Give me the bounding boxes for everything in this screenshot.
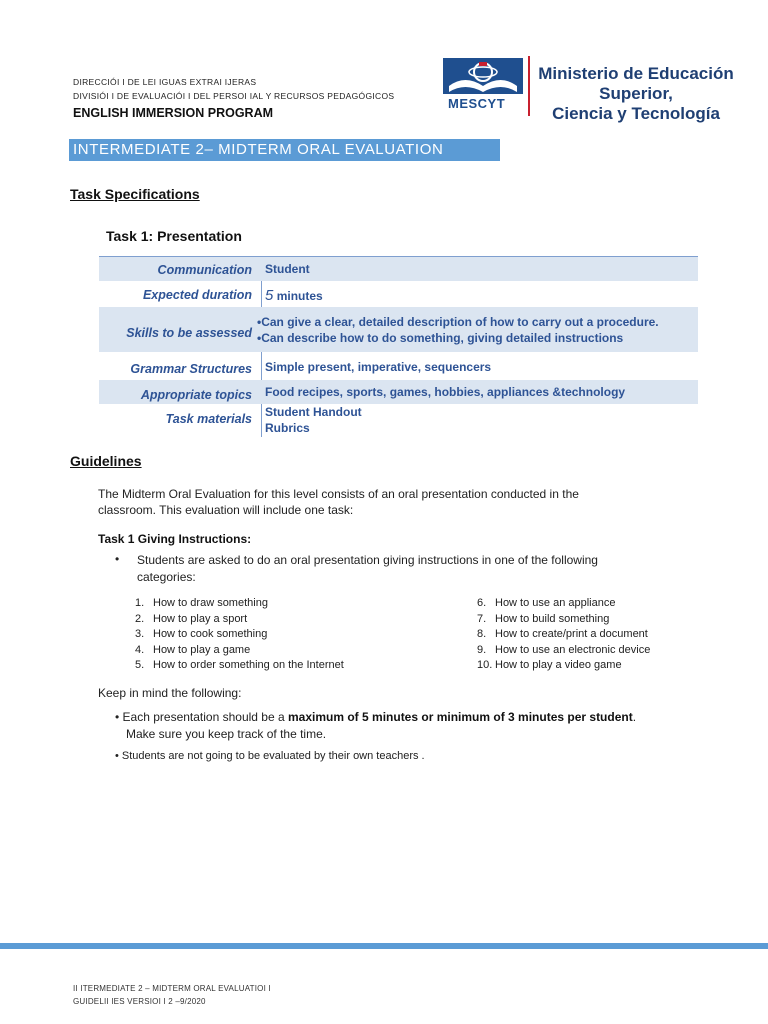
spec-label: Task materials — [165, 412, 252, 426]
ministry-line2: Ciencia y Tecnología — [552, 104, 720, 123]
point1-prefix: • Each presentation should be a — [115, 710, 288, 724]
list-number: 6. — [477, 597, 487, 609]
spec-label: Grammar Structures — [130, 362, 252, 376]
footer-line2: GUIDELII IES VERSIOI I 2 –9/2020 — [73, 997, 206, 1006]
categories-list-right — [477, 597, 650, 675]
list-item — [135, 644, 344, 660]
spec-row-materials — [99, 404, 698, 437]
list-item — [135, 597, 344, 613]
program-name: ENGLISH IMMERSION PROGRAM — [73, 106, 274, 120]
list-text: How to cook something — [153, 628, 268, 640]
spec-value: Student Handout — [265, 405, 362, 419]
list-item — [135, 628, 344, 644]
list-number: 4. — [135, 643, 145, 656]
spec-value: Student — [265, 262, 310, 276]
list-text: How to create/print a document — [495, 628, 648, 640]
mescyt-logo — [441, 56, 525, 118]
bullet-text-line1: Students are asked to do an oral presentation giving instructions in one of the following — [137, 553, 598, 567]
list-number: 5. — [135, 659, 145, 671]
list-text: How to use an electronic device — [495, 643, 651, 656]
spec-row-communication — [99, 257, 698, 281]
list-text: How to play a game — [153, 643, 251, 656]
categories-list-left — [135, 597, 344, 675]
footer-bar — [0, 943, 768, 949]
list-text: How to build something — [495, 612, 610, 625]
spec-value: Rubrics — [265, 421, 310, 435]
header-division-line1: DIRECCIÓI I DE LEI IGUAS EXTRAI IJERAS — [73, 77, 257, 87]
duration-unit: minutes — [276, 289, 323, 303]
list-item — [477, 659, 650, 675]
spec-value: •Can describe how to do something, giving detailed instructions — [257, 331, 624, 345]
point-max-duration — [115, 710, 636, 725]
list-number: 1. — [135, 597, 145, 609]
title-bar — [69, 139, 500, 161]
spec-row-duration — [99, 282, 698, 306]
list-number: 2. — [135, 612, 145, 625]
list-item — [135, 613, 344, 629]
point1-suffix: . — [632, 710, 637, 724]
list-number: 9. — [477, 643, 487, 656]
bullet-text-line2: categories: — [137, 570, 196, 584]
spec-value: Food recipes, sports, games, hobbies, appliances &technology — [265, 385, 626, 399]
mescyt-wordmark: MESCYT — [448, 96, 506, 111]
task1-title: Task 1: Presentation — [106, 228, 242, 244]
list-number: 8. — [477, 628, 487, 640]
task1-instructions-heading: Task 1 Giving Instructions: — [98, 532, 252, 546]
list-item — [477, 597, 650, 613]
keep-in-mind-label: Keep in mind the following: — [98, 686, 242, 700]
point1-line2: Make sure you keep track of the time. — [126, 727, 327, 741]
duration-number: 5 — [265, 287, 274, 304]
spec-value: Simple present, imperative, sequencers — [265, 360, 492, 374]
list-text: How to draw something — [153, 597, 268, 609]
list-text: How to play a sport — [153, 612, 248, 625]
spec-row-grammar — [99, 354, 698, 378]
task-specifications-heading: Task Specifications — [70, 186, 200, 202]
list-number: 10. — [477, 659, 493, 671]
list-item — [477, 644, 650, 660]
spec-label: Skills to be assessed — [126, 326, 252, 340]
list-item — [477, 628, 650, 644]
list-text: How to order something on the Internet — [153, 659, 344, 671]
spec-label: Appropriate topics — [140, 388, 252, 402]
guidelines-intro-line2: classroom. This evaluation will include one task: — [98, 503, 354, 517]
point1-emphasis: maximum of 5 minutes or minimum of 3 minutes per student — [288, 710, 633, 724]
footer-line1: II ITERMEDIATE 2 – MIDTERM ORAL EVALUATIOI I — [73, 984, 271, 993]
list-text: How to play a video game — [495, 659, 622, 671]
spec-value — [265, 287, 323, 304]
list-number: 7. — [477, 612, 487, 625]
spec-label: Expected duration — [142, 288, 252, 302]
spec-row-skills — [99, 307, 698, 352]
spec-label: Communication — [157, 263, 252, 277]
list-item — [477, 613, 650, 629]
ministry-line1: Ministerio de Educación Superior, — [538, 64, 734, 103]
spec-row-topics — [99, 380, 698, 404]
bullet-icon: • — [115, 552, 120, 566]
guidelines-intro-line1: The Midterm Oral Evaluation for this level consists of an oral presentation conducted in the — [98, 487, 579, 501]
list-number: 3. — [135, 628, 145, 640]
document-title: INTERMEDIATE 2– MIDTERM ORAL EVALUATION — [73, 141, 444, 158]
header-division-line2: DIVISIÓI I DE EVALUACIÓI I DEL PERSOI IAL Y RECURSOS PEDAGÓGICOS — [73, 91, 395, 101]
list-text: How to use an appliance — [495, 597, 616, 609]
ministry-name — [536, 64, 736, 124]
spec-value: •Can give a clear, detailed description of how to carry out a procedure. — [257, 315, 659, 329]
list-item — [135, 659, 344, 675]
guidelines-heading: Guidelines — [70, 453, 142, 469]
logo-divider — [528, 56, 530, 116]
point-teachers: • Students are not going to be evaluated by their own teachers . — [115, 750, 425, 762]
